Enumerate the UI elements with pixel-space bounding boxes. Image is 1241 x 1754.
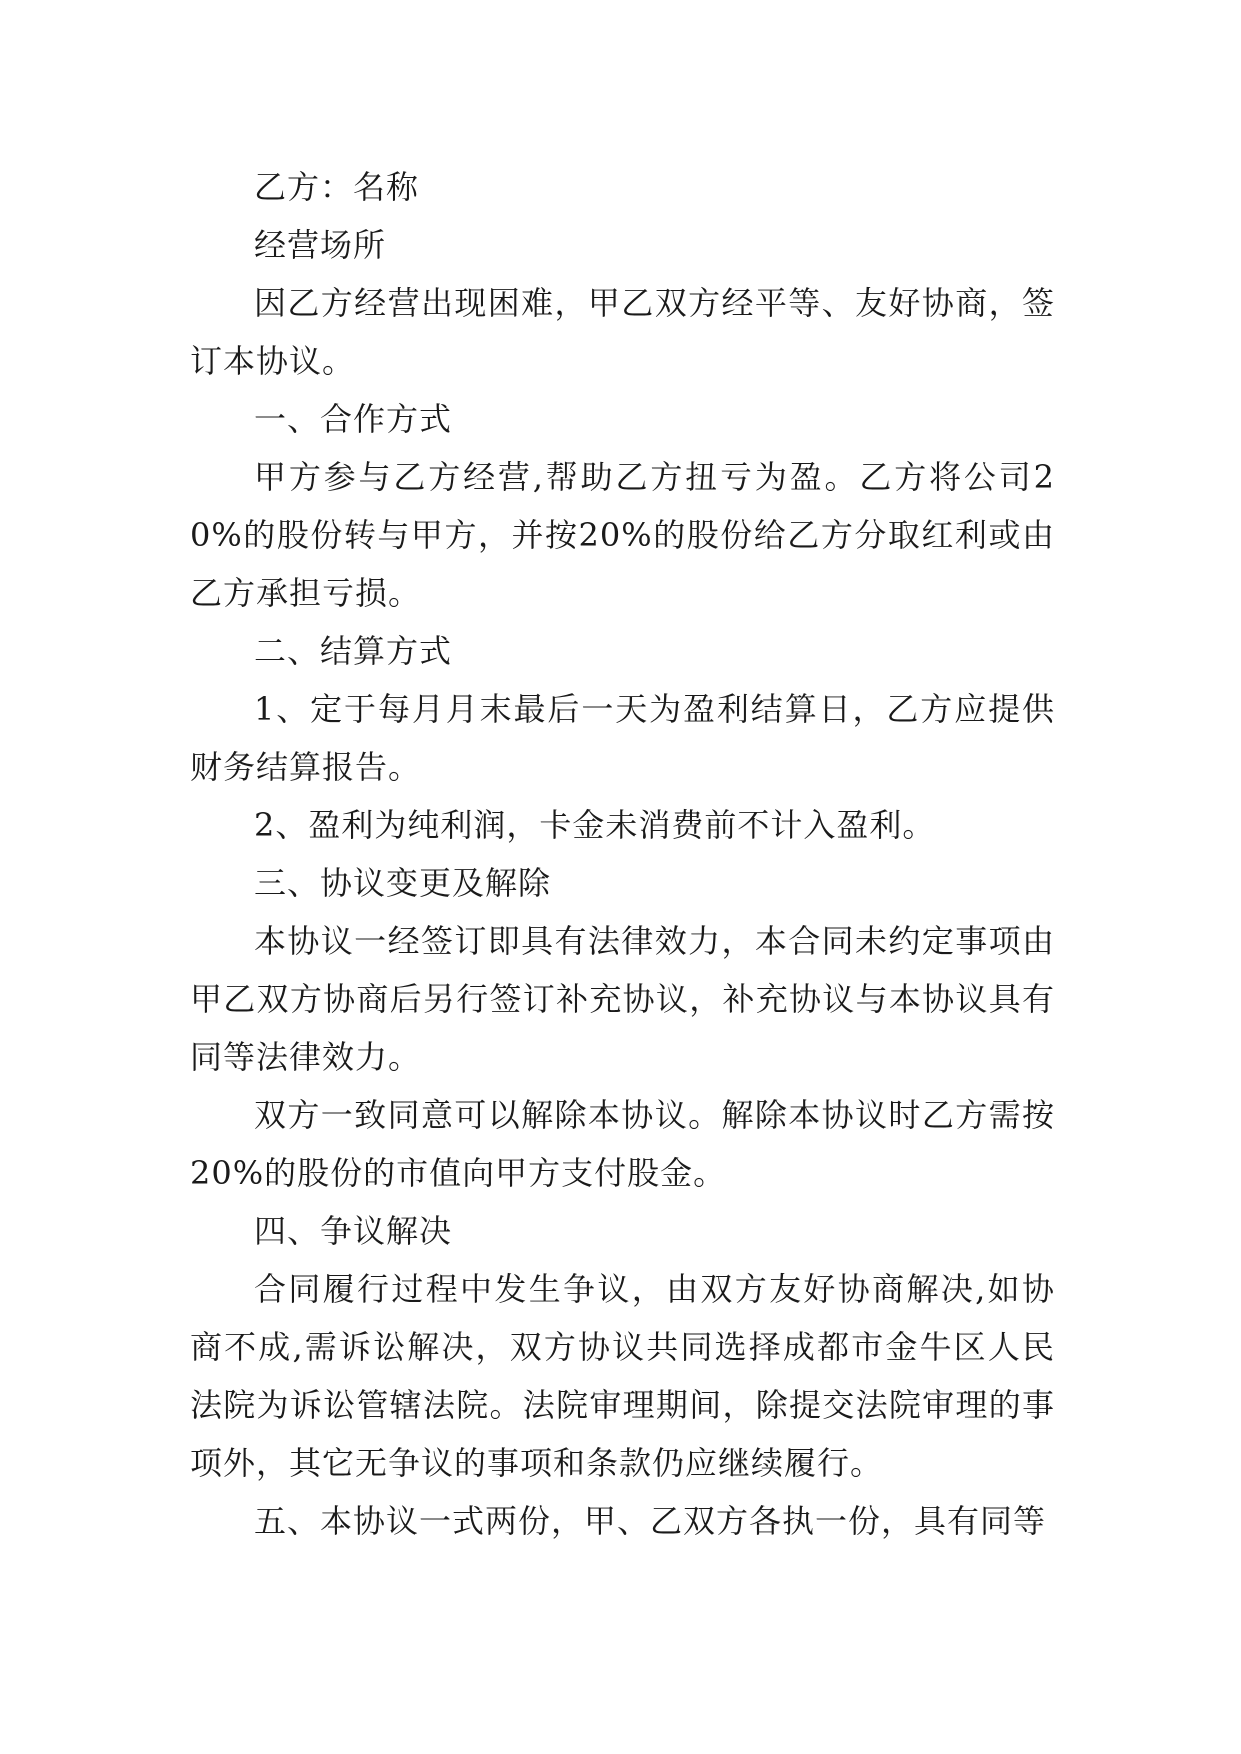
section3-body2: 双方一致同意可以解除本协议。解除本协议时乙方需按20%的股份的市值向甲方支付股金。 <box>190 1096 1055 1192</box>
section1-body: 甲方参与乙方经营,帮助乙方扭亏为盈。乙方将公司20%的股份转与甲方，并按20%的股份给乙方分取红利或由乙方承担亏损。 <box>190 458 1055 612</box>
section5-body: 五、本协议一式两份，甲、乙双方各执一份，具有同等 <box>254 1502 1047 1540</box>
section2-item1: 1、定于每月月末最后一天为盈利结算日，乙方应提供财务结算报告。 <box>190 690 1055 786</box>
section2-item2: 2、盈利为纯利润，卡金未消费前不计入盈利。 <box>254 806 936 844</box>
section2-title: 二、结算方式 <box>254 632 453 670</box>
section3-title: 三、协议变更及解除 <box>254 864 552 902</box>
party-b-name: 乙方：名称 <box>254 168 420 206</box>
section4-body: 合同履行过程中发生争议，由双方友好协商解决,如协商不成,需诉讼解决，双方协议共同选择成都市金牛区人民法院为诉讼管辖法院。法院审理期间，除提交法院审理的事项外，其它无争议的事项和条款仍应继续履行。 <box>190 1270 1055 1482</box>
document-body <box>190 158 1055 1550</box>
section3-body1: 本协议一经签订即具有法律效力，本合同未约定事项由甲乙双方协商后另行签订补充协议，补充协议与本协议具有同等法律效力。 <box>190 922 1055 1076</box>
business-place: 经营场所 <box>254 226 387 264</box>
section4-title: 四、争议解决 <box>254 1212 453 1250</box>
section1-title: 一、合作方式 <box>254 400 453 438</box>
intro-paragraph: 因乙方经营出现困难，甲乙双方经平等、友好协商，签订本协议。 <box>190 284 1055 380</box>
